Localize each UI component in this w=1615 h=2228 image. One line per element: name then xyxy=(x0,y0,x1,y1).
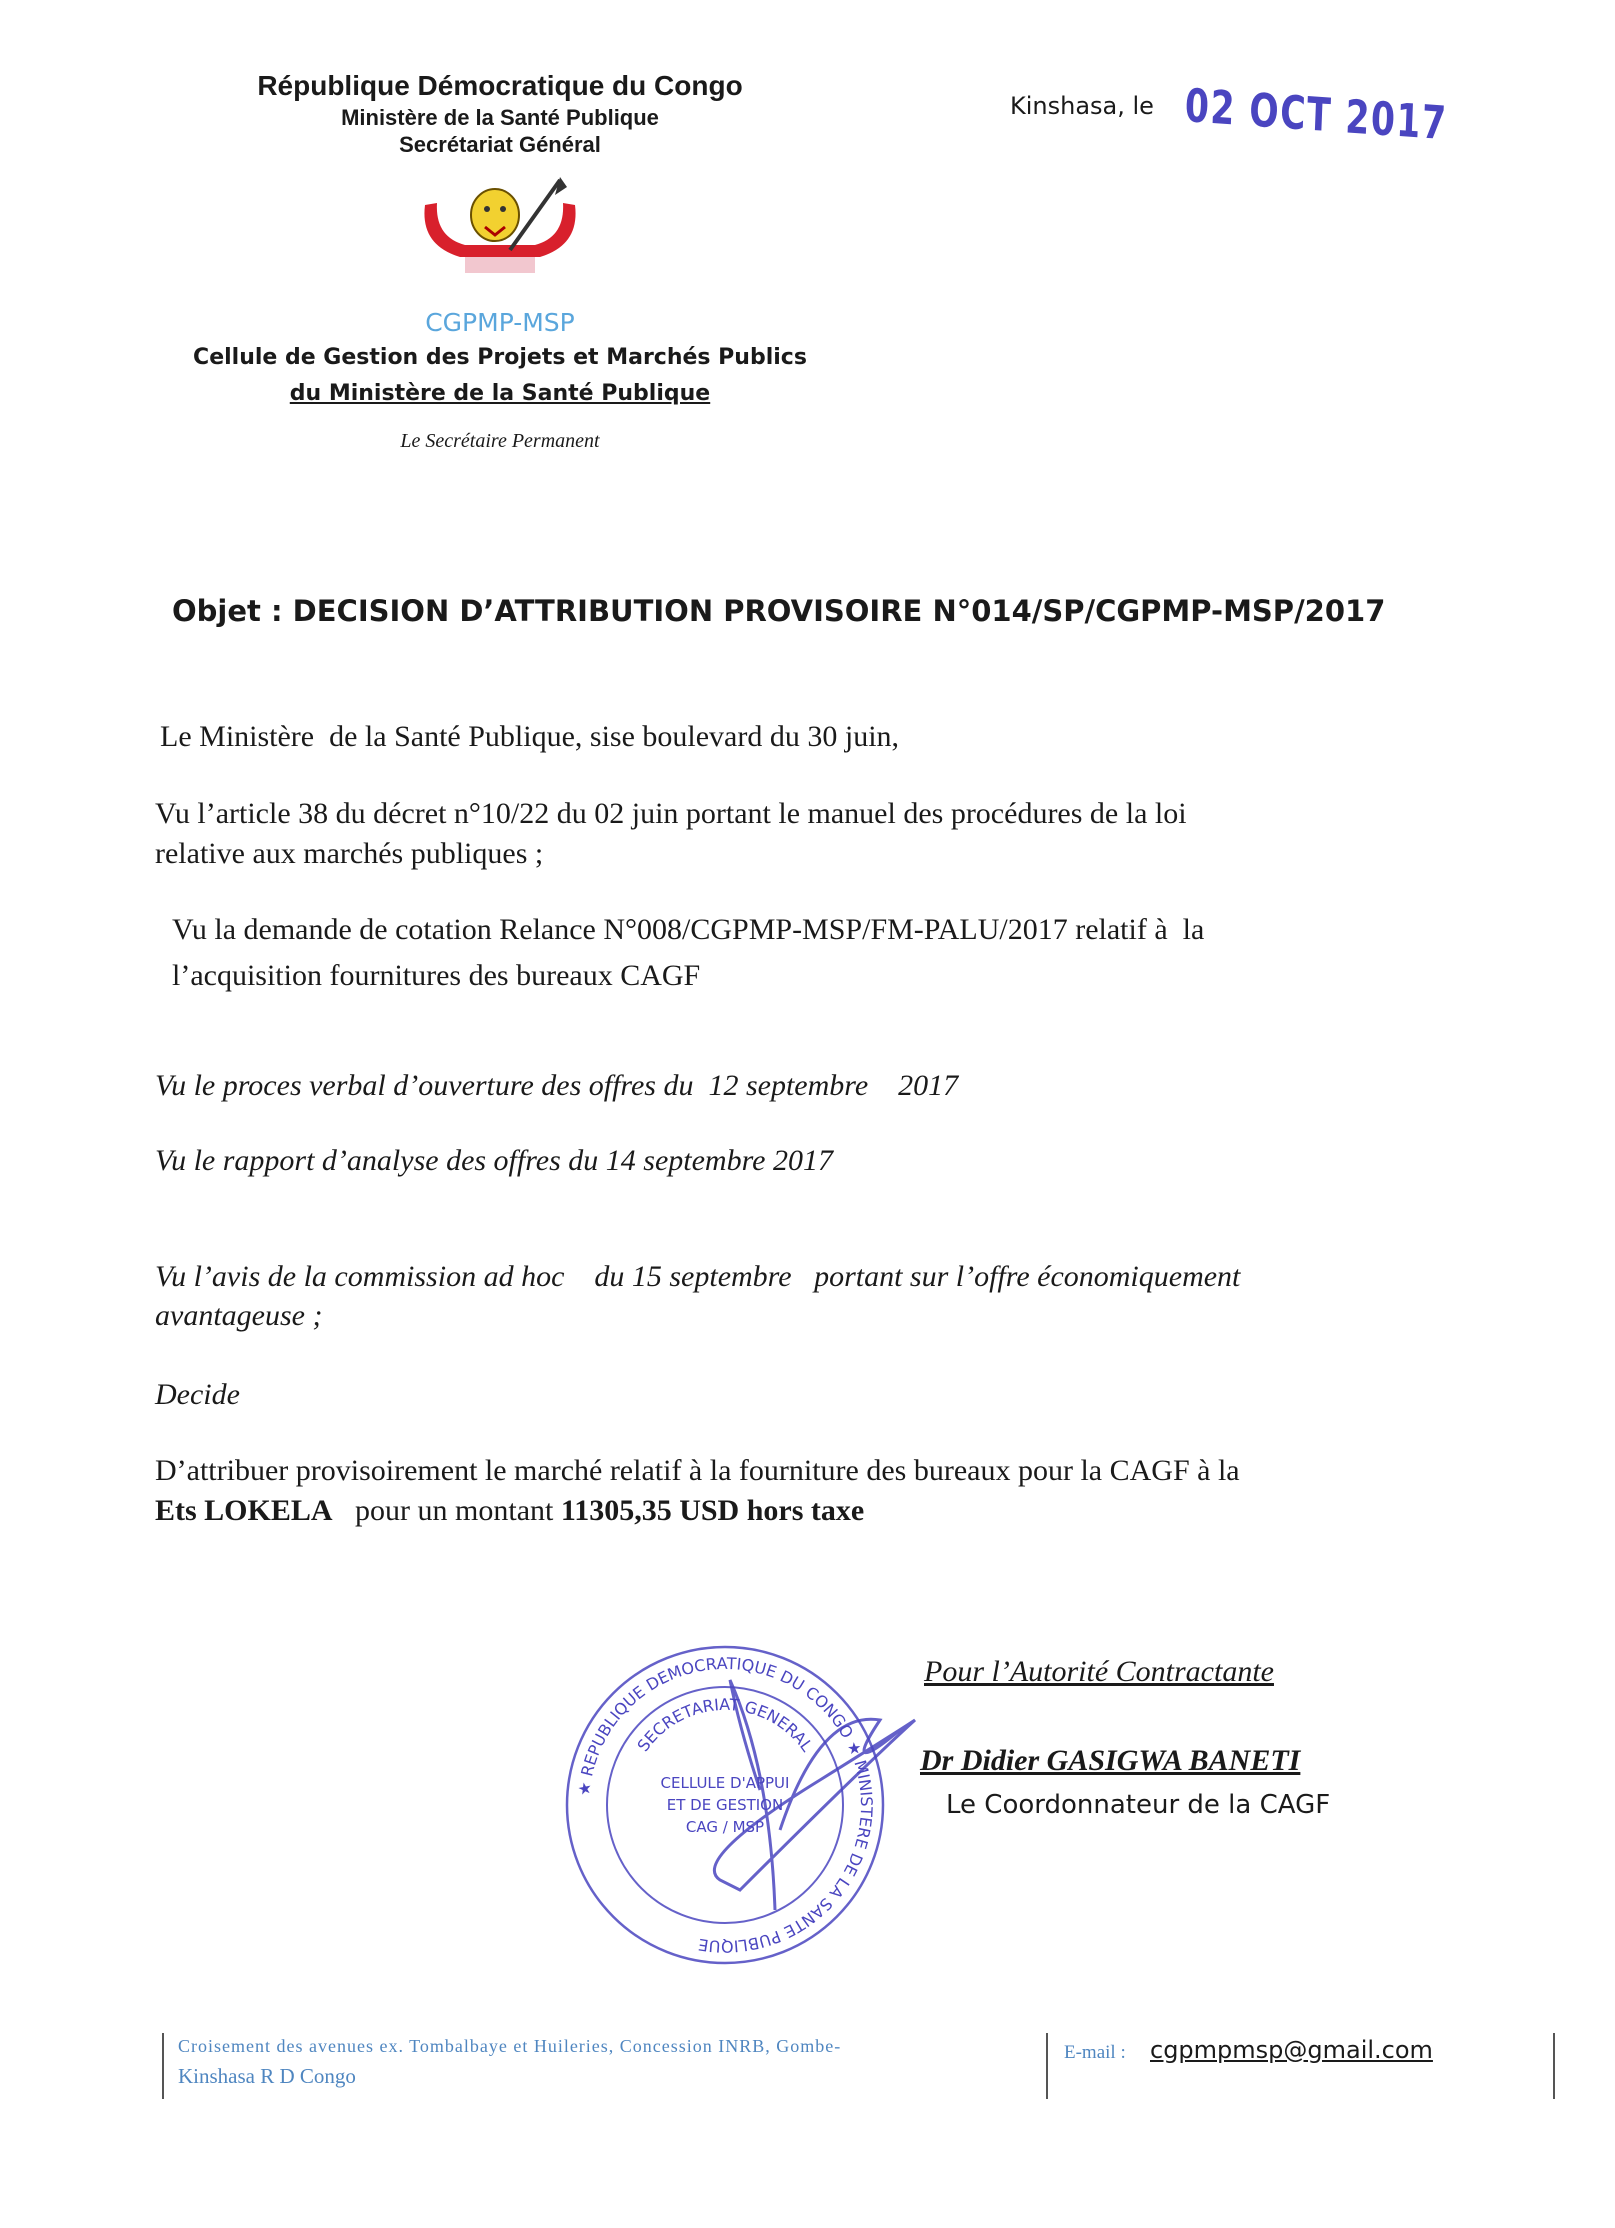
signatory-authority: Pour l’Autorité Contractante xyxy=(924,1655,1274,1688)
stamp-inner-text: SECRETARIAT GENERAL xyxy=(633,1694,817,1756)
decide-label: Decide xyxy=(155,1378,240,1411)
ministry-name: Ministère de la Santé Publique xyxy=(341,105,659,130)
company-name: Ets LOKELA xyxy=(155,1494,333,1527)
paragraph-quotation-2: l’acquisition fournitures des bureaux CAGF xyxy=(172,959,701,992)
coat-of-arms-logo xyxy=(415,175,585,275)
paragraph-opening-minutes: Vu le proces verbal d’ouverture des offres du 12 septembre 2017 xyxy=(155,1069,959,1102)
svg-text:SECRETARIAT GENERAL xyxy=(633,1695,816,1755)
signatory-name: Dr Didier GASIGWA BANETI xyxy=(920,1744,1301,1777)
cell-line-1: Cellule de Gestion des Projets et Marchés Publics xyxy=(193,345,807,370)
stamp-outer-text: ★ REPUBLIQUE DEMOCRATIQUE DU CONGO ★ MINISTERE DE LA SANTE PUBLIQUE xyxy=(574,1653,877,1957)
paragraph-decree-1: Vu l’article 38 du décret n°10/22 du 02 juin portant le manuel des procédures de la loi xyxy=(155,797,1187,830)
award-text: pour un montant xyxy=(332,1494,561,1527)
country-name: République Démocratique du Congo xyxy=(257,70,743,101)
paragraph-commission-1: Vu l’avis de la commission ad hoc du 15 septembre portant sur l’offre économiquement xyxy=(155,1260,1241,1293)
paragraph-quotation-1: Vu la demande de cotation Relance N°008/CGPMP-MSP/FM-PALU/2017 relatif à la xyxy=(172,913,1205,946)
signatory-title: Le Coordonnateur de la CAGF xyxy=(946,1790,1331,1820)
stamp-center-line: CELLULE D'APPUI xyxy=(660,1774,790,1792)
footer-address-2: Kinshasa R D Congo xyxy=(178,2064,356,2088)
stamp-center-text xyxy=(661,1774,790,1836)
award-amount: 11305,35 USD hors taxe xyxy=(560,1494,865,1527)
paragraph-award-1: D’attribuer provisoirement le marché relatif à la fourniture des bureaux pour la CAGF à la xyxy=(155,1454,1240,1487)
office-title: Le Secrétaire Permanent xyxy=(400,430,600,452)
stamp-center-line: ET DE GESTION xyxy=(666,1796,784,1814)
secretariat-name: Secrétariat Général xyxy=(399,132,601,157)
email-link[interactable]: cgpmpmsp@gmail.com xyxy=(1150,2036,1433,2064)
paragraph-decree-2: relative aux marchés publiques ; xyxy=(155,837,544,870)
date-stamp: 02 OCT 2017 xyxy=(1183,78,1449,151)
subject-line: Objet : DECISION D’ATTRIBUTION PROVISOIRE N°014/SP/CGPMP-MSP/2017 xyxy=(172,594,1386,628)
paragraph-commission-2: avantageuse ; xyxy=(155,1299,323,1332)
email-label: E-mail : xyxy=(1064,2042,1126,2063)
acronym: CGPMP-MSP xyxy=(425,308,575,337)
place-label: Kinshasa, le xyxy=(1010,92,1154,120)
paragraph-award-2 xyxy=(155,1492,864,1530)
cell-line-2: du Ministère de la Santé Publique xyxy=(289,381,711,406)
stamp-center-line: CAG / MSP xyxy=(685,1818,765,1836)
paragraph-ministry: Le Ministère de la Santé Publique, sise boulevard du 30 juin, xyxy=(160,720,900,753)
footer-address-1: Croisement des avenues ex. Tombalbaye et Huileries, Concession INRB, Gombe- xyxy=(178,2036,842,2056)
official-stamp xyxy=(560,1640,890,1970)
paragraph-analysis-report: Vu le rapport d’analyse des offres du 14 septembre 2017 xyxy=(155,1144,833,1177)
